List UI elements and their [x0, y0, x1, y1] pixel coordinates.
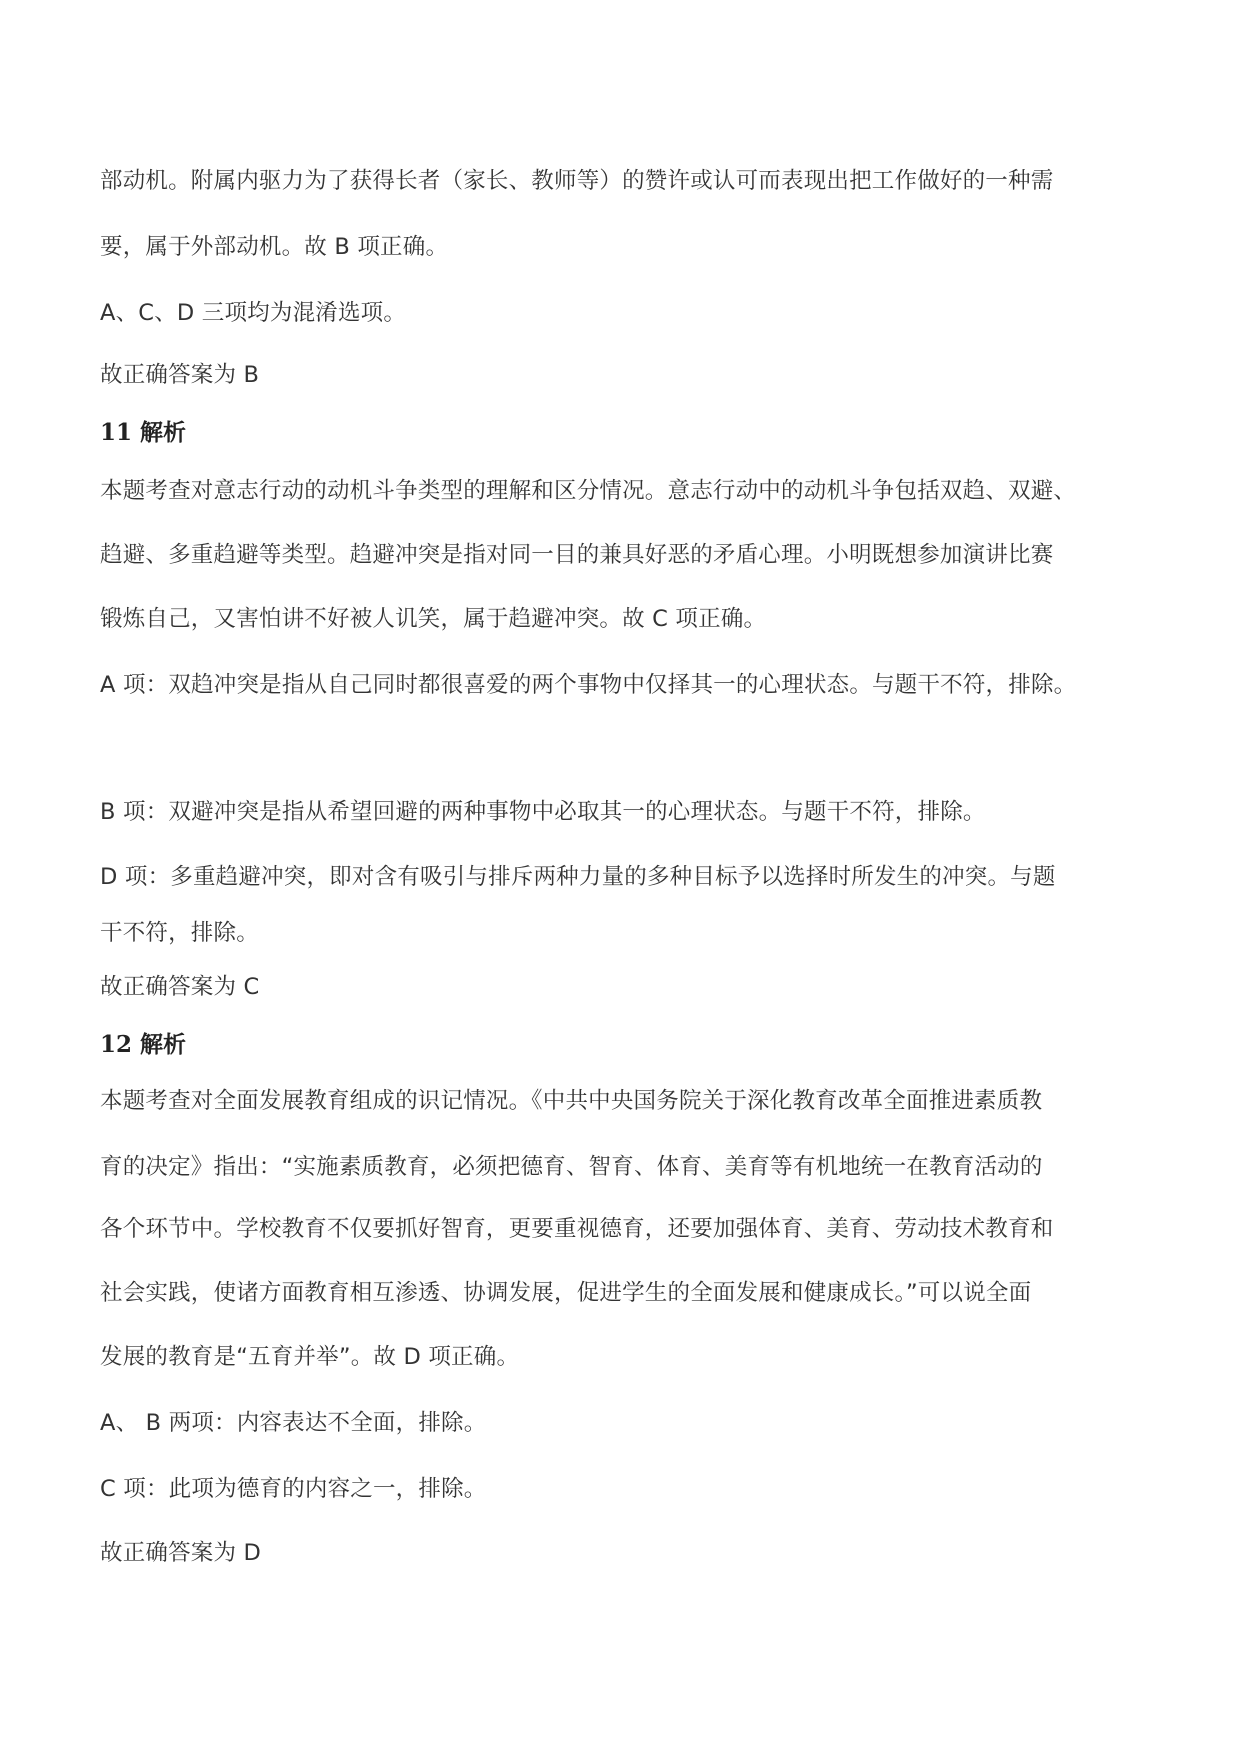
paragraph-line: 干不符，排除。 [100, 920, 259, 946]
paragraph-line: 本题考查对意志行动的动机斗争类型的理解和区分情况。意志行动中的动机斗争包括双趋、双避、 [100, 478, 1077, 504]
answer-line: 故正确答案为 D [100, 1540, 262, 1566]
paragraph-line: B 项：双避冲突是指从希望回避的两种事物中必取其一的心理状态。与题干不符，排除。 [100, 799, 986, 825]
paragraph-line: 锻炼自己，又害怕讲不好被人讥笑，属于趋避冲突。故 C 项正确。 [100, 606, 767, 632]
paragraph-line: A 项：双趋冲突是指从自己同时都很喜爱的两个事物中仅择其一的心理状态。与题干不符，排除。 [100, 672, 1077, 698]
paragraph-line: 育的决定》指出：“实施素质教育，必须把德育、智育、体育、美育等有机地统一在教育活动的 [100, 1154, 1043, 1180]
paragraph-line: A、C、D 三项均为混淆选项。 [100, 300, 407, 326]
paragraph-line: 要，属于外部动机。故 B 项正确。 [100, 234, 449, 260]
paragraph-line: A、 B 两项：内容表达不全面，排除。 [100, 1410, 487, 1436]
answer-line: 故正确答案为 C [100, 974, 260, 1000]
paragraph-line: 各个环节中。学校教育不仅要抓好智育，更要重视德育，还要加强体育、美育、劳动技术教育和 [100, 1216, 1054, 1242]
paragraph-line: 发展的教育是“五育并举”。故 D 项正确。 [100, 1344, 520, 1370]
section-heading-11: 11 解析 [100, 419, 187, 446]
paragraph-line: 部动机。附属内驱力为了获得长者（家长、教师等）的赞许或认可而表现出把工作做好的一种需 [100, 168, 1054, 194]
paragraph-line: D 项：多重趋避冲突，即对含有吸引与排斥两种力量的多种目标予以选择时所发生的冲突。与题 [100, 864, 1056, 890]
paragraph-line: C 项：此项为德育的内容之一，排除。 [100, 1476, 487, 1502]
paragraph-line: 本题考查对全面发展教育组成的识记情况。《中共中央国务院关于深化教育改革全面推进素质教 [100, 1088, 1043, 1114]
answer-line: 故正确答案为 B [100, 362, 260, 388]
paragraph-line: 趋避、多重趋避等类型。趋避冲突是指对同一目的兼具好恶的矛盾心理。小明既想参加演讲比赛 [100, 542, 1054, 568]
section-heading-12: 12 解析 [100, 1031, 187, 1058]
paragraph-line: 社会实践，使诸方面教育相互渗透、协调发展，促进学生的全面发展和健康成长。”可以说全面 [100, 1280, 1032, 1306]
